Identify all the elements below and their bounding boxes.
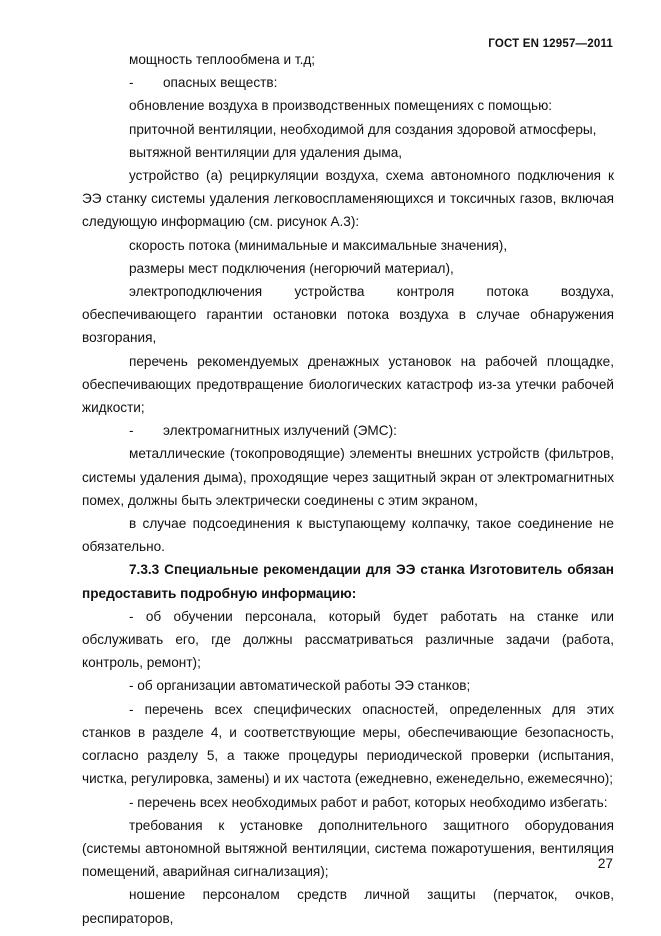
dash-marker: - bbox=[129, 75, 134, 91]
paragraph-staff-training: - об обучении персонала, который будет работать на станке или обслуживать его, где должны рассматриваться различные задачи (работа, контроль, ремонт); bbox=[82, 608, 614, 671]
dash-marker: - bbox=[129, 423, 134, 439]
paragraph-heat-exchange: мощность теплообмена и т.д; bbox=[129, 52, 316, 67]
list-item-emc bbox=[82, 419, 614, 442]
paragraph-personal-protection: ношение персоналом средств личной защиты (перчаток, очков, респираторов, bbox=[82, 887, 614, 926]
list-item-label: электромагнитных излучений (ЭМС): bbox=[163, 423, 397, 439]
paragraph-electrical-connections: электроподключения устройства контроля потока воздуха, обеспечивающего гарантии остановки потока воздуха в случае обнаружения возгорания, bbox=[82, 284, 614, 346]
paragraph-supply-ventilation: приточной вентиляции, необходимой для создания здоровой атмосферы, bbox=[129, 121, 597, 137]
paragraph-flow-rate: скорость потока (минимальные и максимальные значения), bbox=[129, 237, 508, 253]
paragraph-specific-hazards: - перечень всех специфических опасностей, определенных для этих станков в разделе 4, и соответствующие меры, обеспечивающие безопасность, согласно разделу 5, а также процедуры периодической проверки (испытания, чистка, регулировка, замены) и их частота (ежедневно, еженедельно, ежемесячно); bbox=[82, 701, 614, 787]
document-body bbox=[82, 48, 614, 930]
page-number: 27 bbox=[597, 856, 613, 871]
paragraph-connection-sizes: размеры мест подключения (негорючий материал), bbox=[129, 260, 454, 276]
paragraph-air-renewal: обновление воздуха в производственных помещениях с помощью: bbox=[129, 98, 553, 114]
list-item-label: опасных веществ: bbox=[163, 75, 278, 91]
paragraph-automatic-operation: - об организации автоматической работы ЭЭ станков; bbox=[129, 678, 471, 694]
standard-header: ГОСТ EN 12957—2011 bbox=[488, 38, 613, 50]
section-heading-text: 7.3.3 Специальные рекомендации для ЭЭ станка Изготовитель обязан предоставить подробную информацию: bbox=[82, 562, 614, 601]
paragraph-drainage-list: перечень рекомендуемых дренажных установок на рабочей площадке, обеспечивающих предотвращение биологических катастроф из-за утечки рабочей жидкости; bbox=[82, 353, 614, 416]
paragraph-recirculation-device: устройство (а) рециркуляции воздуха, схема автономного подключения к ЭЭ станку системы удаления легковоспламеняющихся и токсичных газов, включая следующую информацию (см. рисунок А.3): bbox=[82, 168, 614, 230]
paragraph-metal-elements: металлические (токопроводящие) элементы внешних устройств (фильтров, системы удаления дыма), проходящие через защитный экран от электромагнитных помех, должны быть электрически соединены с этим экраном, bbox=[82, 446, 614, 508]
section-heading-7-3-3 bbox=[82, 558, 614, 604]
paragraph-protective-equipment: требования к установке дополнительного защитного оборудования (системы автономной вытяжной вентиляции, система пожаротушения, вентиляция помещений, аварийная сигнализация); bbox=[82, 817, 614, 880]
paragraph-required-work: - перечень всех необходимых работ и работ, которых необходимо избегать: bbox=[129, 794, 608, 810]
paragraph-protruding-cap: в случае подсоединения к выступающему колпачку, такое соединение не обязательно. bbox=[82, 516, 614, 555]
paragraph-exhaust-ventilation: вытяжной вентиляции для удаления дыма, bbox=[129, 144, 403, 160]
list-item-hazardous-substances bbox=[82, 71, 614, 94]
